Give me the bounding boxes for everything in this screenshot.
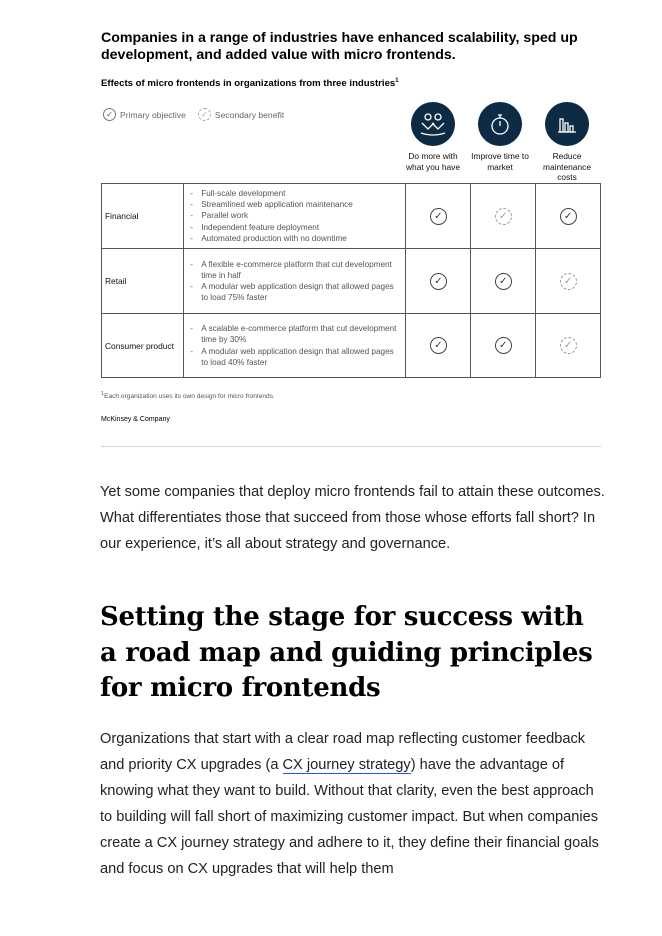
check-cell bbox=[536, 249, 601, 314]
footnote-sup: 1 bbox=[101, 391, 105, 397]
column-header-do-more bbox=[400, 102, 466, 172]
dashed-check-circle-icon: ✓ bbox=[495, 208, 512, 225]
effects-list bbox=[184, 184, 406, 249]
exhibit-title: Companies in a range of industries have enhanced scalability, sped up development, and added value with micro frontends. bbox=[101, 30, 578, 63]
dashed-check-circle-icon: ✓ bbox=[560, 273, 577, 290]
check-cell bbox=[406, 314, 471, 378]
effects-table bbox=[101, 183, 601, 378]
stopwatch-icon bbox=[478, 102, 522, 146]
list-item: - A modular web application design that allowed pages to load 75% faster bbox=[190, 281, 399, 303]
divider bbox=[101, 446, 601, 447]
check-cell bbox=[536, 314, 601, 378]
exhibit-subtitle bbox=[101, 78, 601, 89]
check-circle-icon: ✓ bbox=[430, 273, 447, 290]
check-circle-icon: ✓ bbox=[495, 273, 512, 290]
check-cell bbox=[406, 184, 471, 249]
check-circle-icon: ✓ bbox=[430, 208, 447, 225]
check-cell bbox=[406, 249, 471, 314]
legend-secondary bbox=[198, 108, 284, 121]
people-hands-icon bbox=[411, 102, 455, 146]
list-item: - Streamlined web application maintenance bbox=[190, 199, 399, 210]
list-item: - A modular web application design that allowed pages to load 40% faster bbox=[190, 346, 399, 368]
source-credit: McKinsey & Company bbox=[101, 416, 170, 423]
paragraph-text: ) have the advantage of knowing what they want to build. Without that clarity, even the best approach to building will fall short of maximizing customer impact. But when companies create a CX journey strategy and adhere to it, they define their financial goals and focus on CX upgrades that will help them bbox=[100, 757, 599, 877]
list-item: - A flexible e-commerce platform that cut development time in half bbox=[190, 259, 399, 281]
column-header-reduce-costs bbox=[534, 102, 600, 183]
exhibit-subtitle-text: Effects of micro frontends in organizations from three industries bbox=[101, 78, 396, 90]
industry-label: Retail bbox=[102, 249, 184, 314]
legend-primary bbox=[103, 108, 186, 121]
dashed-check-circle-icon: ✓ bbox=[198, 108, 211, 121]
legend-primary-label: Primary objective bbox=[120, 109, 186, 120]
list-item: - Independent feature deployment bbox=[190, 222, 399, 233]
cx-journey-strategy-link[interactable]: CX journey strategy bbox=[282, 757, 411, 773]
check-cell bbox=[471, 184, 536, 249]
check-circle-icon: ✓ bbox=[560, 208, 577, 225]
body-paragraph bbox=[100, 726, 606, 882]
legend-secondary-label: Secondary benefit bbox=[214, 109, 285, 120]
check-cell bbox=[471, 249, 536, 314]
list-item: - Automated production with no downtime bbox=[190, 233, 399, 244]
check-circle-icon: ✓ bbox=[495, 337, 512, 354]
list-item: - Full-scale development bbox=[190, 188, 399, 199]
legend bbox=[103, 108, 296, 121]
table-row bbox=[102, 314, 601, 378]
check-circle-icon: ✓ bbox=[103, 108, 116, 121]
body-paragraph: Yet some companies that deploy micro frontends fail to attain these outcomes. What differentiates those that succeed from those whose efforts fall short? In our experience, it’s all about strategy and governance. bbox=[100, 484, 605, 552]
column-label-reduce-costs: Reduce maintenance costs bbox=[543, 151, 591, 182]
table-row bbox=[102, 184, 601, 249]
subtitle-sup: 1 bbox=[395, 78, 399, 84]
effects-list bbox=[184, 314, 406, 378]
exhibit bbox=[101, 30, 601, 423]
effects-list bbox=[184, 249, 406, 314]
column-label-time-to-market: Improve time to market bbox=[471, 151, 529, 172]
column-label-do-more: Do more with what you have bbox=[405, 151, 460, 172]
dashed-check-circle-icon: ✓ bbox=[560, 337, 577, 354]
bar-chart-down-icon bbox=[545, 102, 589, 146]
check-circle-icon: ✓ bbox=[430, 337, 447, 354]
table-row bbox=[102, 249, 601, 314]
list-item: - Parallel work bbox=[190, 210, 399, 221]
footnote bbox=[101, 391, 275, 400]
section-heading: Setting the stage for success with a road map and guiding principles for micro frontends bbox=[100, 602, 593, 703]
check-cell bbox=[471, 314, 536, 378]
industry-label: Financial bbox=[102, 184, 184, 249]
industry-label: Consumer product bbox=[102, 314, 184, 378]
list-item: - A scalable e-commerce platform that cut development time by 30% bbox=[190, 323, 399, 345]
column-header-time-to-market bbox=[467, 102, 533, 172]
paragraph-text: Organizations that start with a clear road map reflecting customer feedback and priority CX upgrades (a bbox=[100, 731, 586, 773]
footnote-text: Each organization uses its own design for micro frontends. bbox=[104, 393, 275, 401]
check-cell bbox=[536, 184, 601, 249]
